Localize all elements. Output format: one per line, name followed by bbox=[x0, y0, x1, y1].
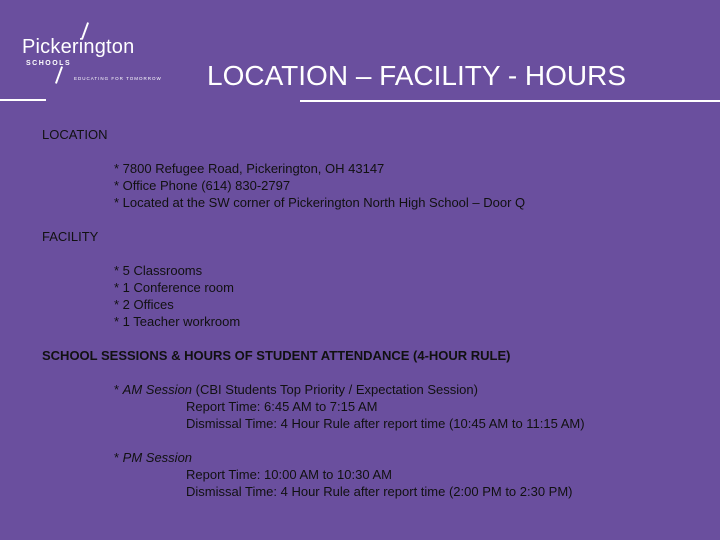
slide-body bbox=[42, 126, 702, 500]
location-heading: LOCATION bbox=[42, 127, 108, 142]
logo-schools: SCHOOLS bbox=[26, 60, 72, 67]
am-session-note: (CBI Students Top Priority / Expectation Session) bbox=[192, 382, 478, 397]
location-list bbox=[42, 160, 702, 211]
location-directions: * Located at the SW corner of Pickerington North High School – Door Q bbox=[114, 195, 526, 210]
location-phone: * Office Phone (614) 830-2797 bbox=[114, 178, 291, 193]
am-bullet: * bbox=[114, 382, 123, 397]
logo-name: Pickerington bbox=[22, 36, 135, 58]
pm-bullet: * bbox=[114, 450, 123, 465]
am-session-name: AM Session bbox=[122, 382, 193, 397]
pm-dismissal-time: Dismissal Time: 4 Hour Rule after report time (2:00 PM to 2:30 PM) bbox=[186, 484, 573, 499]
pm-session-name: PM Session bbox=[122, 450, 193, 465]
am-dismissal-time: Dismissal Time: 4 Hour Rule after report time (10:45 AM to 11:15 AM) bbox=[186, 416, 585, 431]
facility-item: * 1 Teacher workroom bbox=[114, 314, 241, 329]
facility-heading: FACILITY bbox=[42, 229, 99, 244]
slide-title: LOCATION – FACILITY - HOURS bbox=[207, 60, 627, 91]
facility-list bbox=[42, 262, 702, 330]
logo-slash-bottom bbox=[55, 66, 63, 84]
am-report-time: Report Time: 6:45 AM to 7:15 AM bbox=[186, 399, 378, 414]
am-session-line bbox=[114, 381, 702, 398]
am-session-block bbox=[42, 381, 702, 432]
pm-report-time: Report Time: 10:00 AM to 10:30 AM bbox=[186, 467, 392, 482]
pm-session-line bbox=[114, 449, 702, 466]
title-rule-right bbox=[300, 100, 720, 102]
location-address: * 7800 Refugee Road, Pickerington, OH 43147 bbox=[114, 161, 385, 176]
sessions-heading: SCHOOL SESSIONS & HOURS OF STUDENT ATTENDANCE (4-HOUR RULE) bbox=[42, 348, 511, 363]
title-rule-left bbox=[0, 99, 46, 101]
facility-item: * 5 Classrooms bbox=[114, 263, 203, 278]
facility-item: * 2 Offices bbox=[114, 297, 174, 312]
logo-tagline: EDUCATING FOR TOMORROW bbox=[74, 76, 162, 81]
pm-session-block bbox=[42, 449, 702, 500]
pickerington-schools-logo bbox=[22, 22, 172, 84]
facility-item: * 1 Conference room bbox=[114, 280, 234, 295]
